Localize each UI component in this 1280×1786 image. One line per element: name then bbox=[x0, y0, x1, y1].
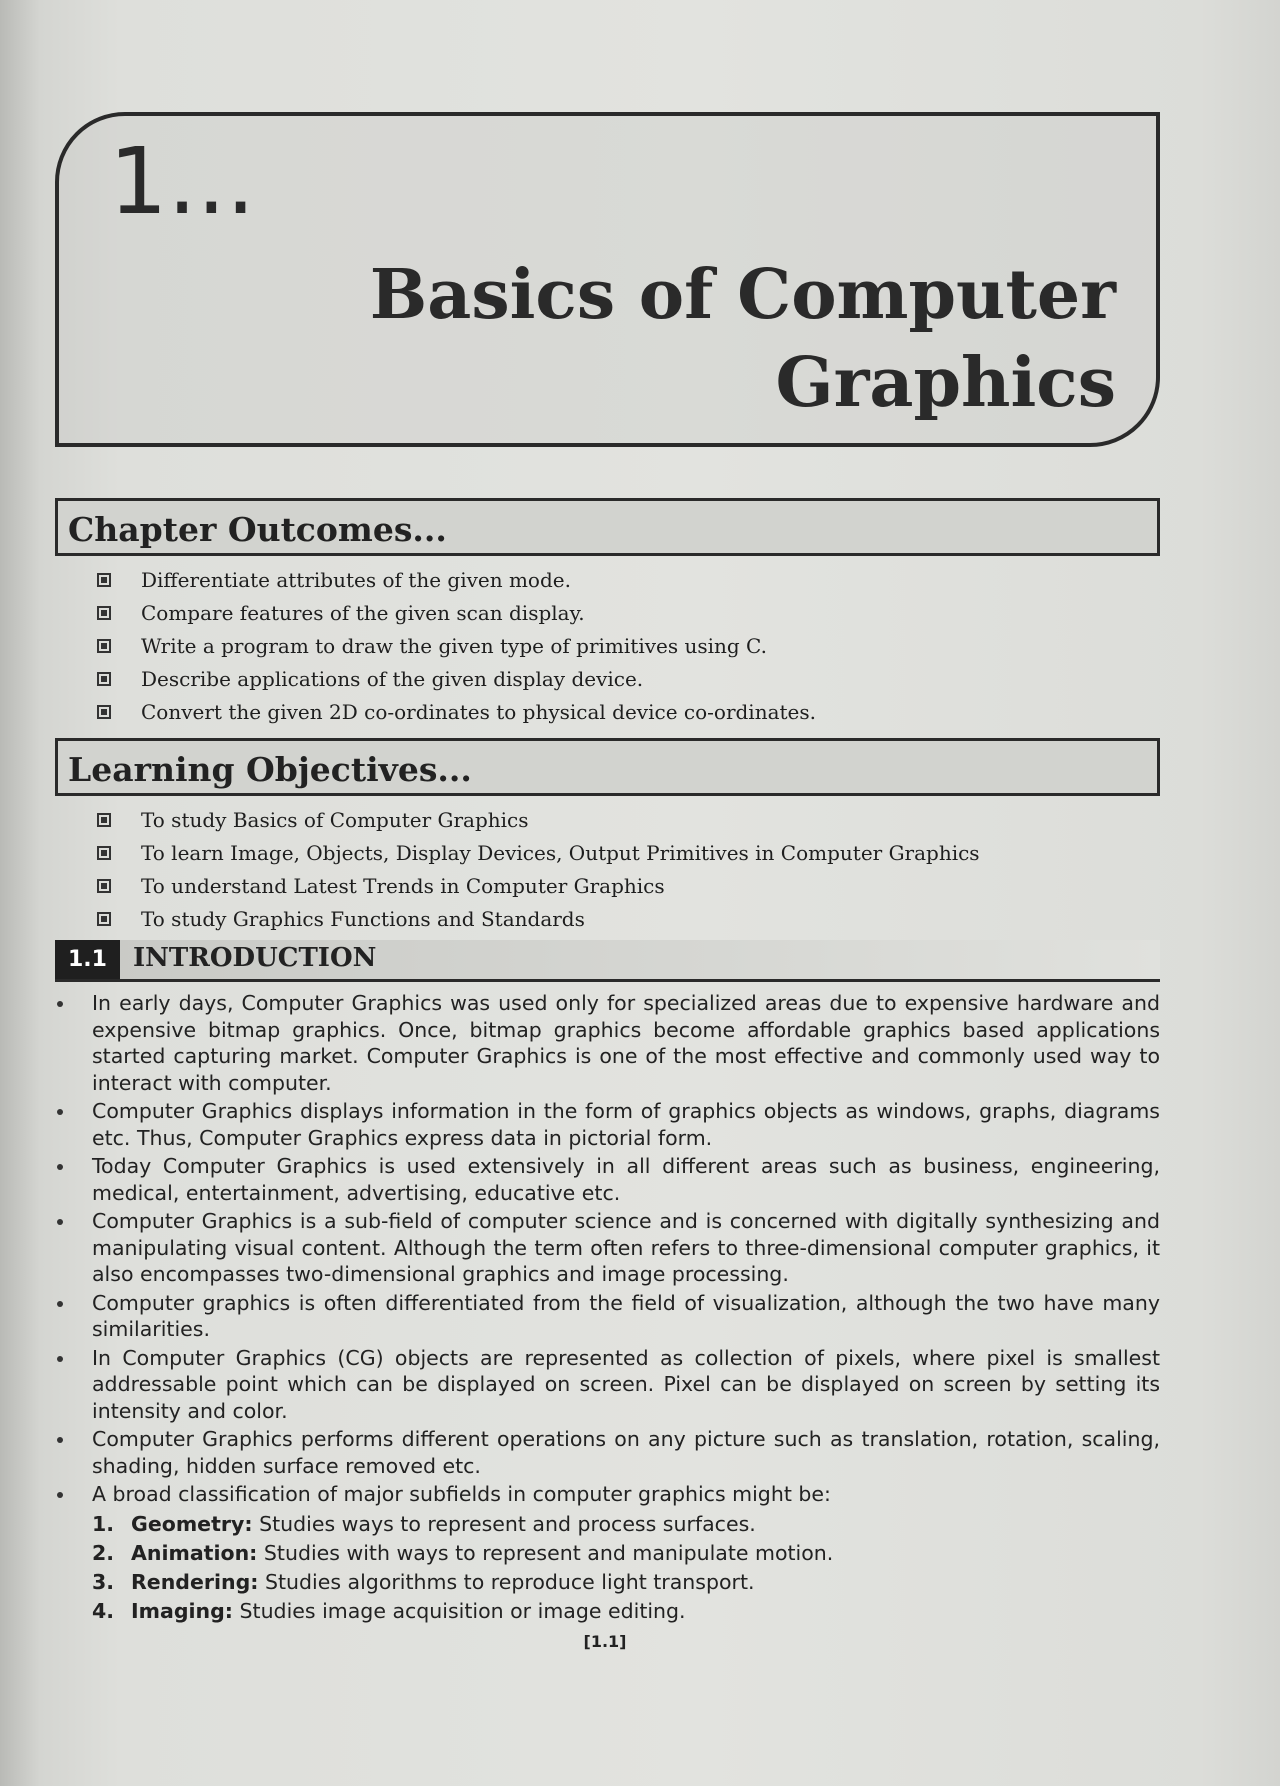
section-number-badge: 1.1 bbox=[55, 940, 120, 979]
subfield-item: 3. Rendering: Studies algorithms to reproduce light transport. bbox=[92, 1569, 755, 1594]
introduction-heading: INTRODUCTION bbox=[133, 943, 377, 973]
square-bullet-icon bbox=[97, 573, 111, 587]
bullet-dot-icon bbox=[57, 1109, 63, 1115]
bullet-dot-icon bbox=[57, 1001, 63, 1007]
square-bullet-icon bbox=[97, 912, 111, 926]
chapter-outcomes-heading-box bbox=[55, 498, 1160, 556]
outcome-item: Convert the given 2D co-ordinates to physical device co-ordinates. bbox=[95, 696, 816, 729]
square-bullet-icon bbox=[97, 606, 111, 620]
bullet-dot-icon bbox=[57, 1492, 63, 1498]
intro-bullet-paragraph: Computer Graphics displays information in the form of graphics objects as windows, graphs, diagrams etc. Thus, Computer Graphics express data in pictorial form. bbox=[55, 1098, 1160, 1151]
outcome-item: Compare features of the given scan display. bbox=[95, 597, 816, 630]
square-bullet-icon bbox=[97, 672, 111, 686]
intro-bullet-paragraph: Computer Graphics performs different operations on any picture such as translation, rotation, scaling, shading, hidden surface removed etc. bbox=[55, 1426, 1160, 1479]
outcome-item: Describe applications of the given display device. bbox=[95, 663, 816, 696]
outcome-item: Differentiate attributes of the given mode. bbox=[95, 564, 816, 597]
objective-item: To study Basics of Computer Graphics bbox=[95, 804, 980, 837]
square-bullet-icon bbox=[97, 705, 111, 719]
bullet-dot-icon bbox=[57, 1301, 63, 1307]
objective-item: To learn Image, Objects, Display Devices, Output Primitives in Computer Graphics bbox=[95, 837, 980, 870]
bullet-dot-icon bbox=[57, 1356, 63, 1362]
square-bullet-icon bbox=[97, 846, 111, 860]
square-bullet-icon bbox=[97, 879, 111, 893]
introduction-body bbox=[55, 990, 1160, 1626]
chapter-title bbox=[316, 251, 1116, 427]
bullet-dot-icon bbox=[57, 1164, 63, 1170]
chapter-outcomes-heading: Chapter Outcomes... bbox=[68, 510, 447, 549]
chapter-header-box bbox=[55, 112, 1160, 447]
objective-item: To study Graphics Functions and Standards bbox=[95, 903, 980, 936]
square-bullet-icon bbox=[97, 639, 111, 653]
intro-bullet-paragraph: Today Computer Graphics is used extensively in all different areas such as business, engineering, medical, entertainment, advertising, educative etc. bbox=[55, 1153, 1160, 1206]
learning-objectives-list bbox=[95, 804, 980, 936]
intro-bullet-paragraph: Computer graphics is often differentiated from the field of visualization, although the two have many similarities. bbox=[55, 1290, 1160, 1343]
learning-objectives-heading: Learning Objectives... bbox=[68, 750, 472, 789]
subfield-item: 2. Animation: Studies with ways to represent and manipulate motion. bbox=[92, 1540, 834, 1565]
chapter-title-line2: Graphics bbox=[775, 343, 1116, 423]
intro-bullet-paragraph: A broad classification of major subfields in computer graphics might be: bbox=[55, 1481, 1160, 1508]
intro-bullet-paragraph: In early days, Computer Graphics was used only for specialized areas due to expensive hardware and expensive bitmap graphics. Once, bitmap graphics become affordable graphics based applications started capturing market. Computer Graphics is one of the most effective and commonly used way to interact with computer. bbox=[55, 990, 1160, 1096]
bullet-dot-icon bbox=[57, 1219, 63, 1225]
subfield-item: 4. Imaging: Studies image acquisition or image editing. bbox=[92, 1598, 686, 1623]
outcome-item: Write a program to draw the given type of primitives using C. bbox=[95, 630, 816, 663]
subfields-list bbox=[55, 1510, 1160, 1626]
bullet-dot-icon bbox=[57, 1437, 63, 1443]
intro-bullet-paragraph: Computer Graphics is a sub-field of computer science and is concerned with digitally synthesizing and manipulating visual content. Although the term often refers to three-dimensional computer graphics, it also encompasses two-dimensional graphics and image processing. bbox=[55, 1208, 1160, 1288]
intro-bullet-paragraph: In Computer Graphics (CG) objects are represented as collection of pixels, where pixel is smallest addressable point which can be displayed on screen. Pixel can be displayed on screen by setting its intensity and color. bbox=[55, 1345, 1160, 1425]
learning-objectives-heading-box bbox=[55, 738, 1160, 796]
introduction-heading-bar bbox=[55, 940, 1160, 982]
chapter-outcomes-list bbox=[95, 564, 816, 729]
objective-item: To understand Latest Trends in Computer Graphics bbox=[95, 870, 980, 903]
square-bullet-icon bbox=[97, 813, 111, 827]
chapter-number: 1... bbox=[109, 128, 256, 235]
chapter-title-line1: Basics of Computer bbox=[369, 255, 1116, 335]
subfield-item: 1. Geometry: Studies ways to represent and process surfaces. bbox=[92, 1511, 756, 1536]
page-number: [1.1] bbox=[583, 1632, 627, 1651]
